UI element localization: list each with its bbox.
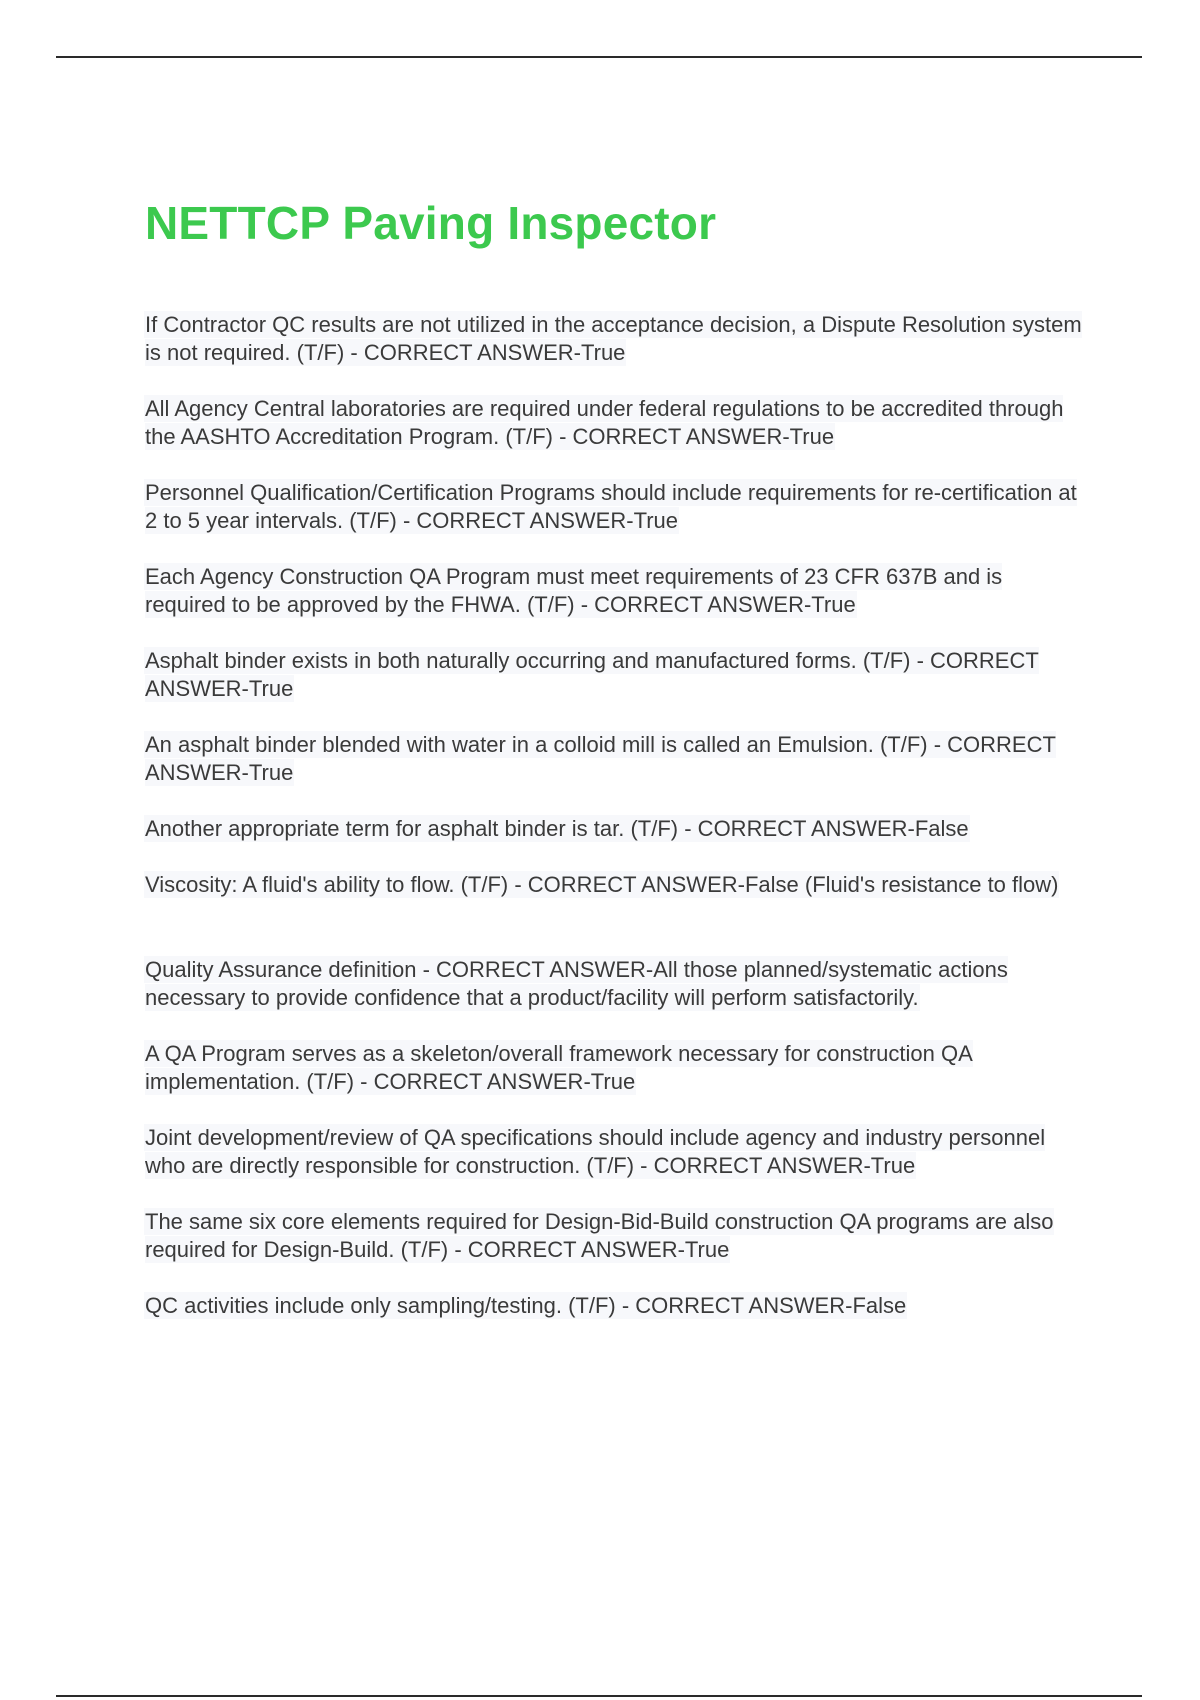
question-text: Viscosity: A fluid's ability to flow. (T/F) - CORRECT ANSWER-False (Fluid's resistance to flow) bbox=[145, 872, 1059, 897]
question-item bbox=[145, 871, 1085, 899]
question-item bbox=[145, 479, 1085, 535]
question-item bbox=[145, 1292, 1085, 1320]
question-text: All Agency Central laboratories are required under federal regulations to be accredited through the AASHTO Accreditation Program. (T/F) - CORRECT ANSWER-True bbox=[145, 396, 1064, 449]
question-text: The same six core elements required for Design-Bid-Build construction QA programs are also required for Design-Build. (T/F) - CORRECT ANSWER-True bbox=[145, 1209, 1054, 1262]
question-text: Personnel Qualification/Certification Programs should include requirements for re-certification at 2 to 5 year intervals. (T/F) - CORRECT ANSWER-True bbox=[145, 480, 1077, 533]
question-item bbox=[145, 1040, 1085, 1096]
question-text: If Contractor QC results are not utilized in the acceptance decision, a Dispute Resolution system is not required. (T/F) - CORRECT ANSWER-True bbox=[145, 312, 1082, 365]
question-text: A QA Program serves as a skeleton/overall framework necessary for construction QA implementation. (T/F) - CORRECT ANSWER-True bbox=[145, 1041, 973, 1094]
question-item bbox=[145, 311, 1085, 367]
question-text: Another appropriate term for asphalt binder is tar. (T/F) - CORRECT ANSWER-False bbox=[145, 816, 969, 841]
question-item bbox=[145, 731, 1085, 787]
question-item bbox=[145, 956, 1085, 1012]
question-text: Quality Assurance definition - CORRECT ANSWER-All those planned/systematic actions necessary to provide confidence that a product/facility will perform satisfactorily. bbox=[145, 957, 1008, 1010]
question-list bbox=[145, 311, 1085, 1320]
question-text: An asphalt binder blended with water in a colloid mill is called an Emulsion. (T/F) - CORRECT ANSWER-True bbox=[145, 732, 1056, 785]
question-item bbox=[145, 395, 1085, 451]
footer-rule bbox=[56, 1695, 1142, 1697]
question-item bbox=[145, 563, 1085, 619]
question-text: Each Agency Construction QA Program must meet requirements of 23 CFR 637B and is required to be approved by the FHWA. (T/F) - CORRECT ANSWER-True bbox=[145, 564, 1003, 617]
question-text: Joint development/review of QA specifications should include agency and industry personnel who are directly responsible for construction. (T/F) - CORRECT ANSWER-True bbox=[145, 1125, 1046, 1178]
header-rule bbox=[56, 56, 1142, 58]
question-item bbox=[145, 1124, 1085, 1180]
question-item bbox=[145, 1208, 1085, 1264]
question-item bbox=[145, 647, 1085, 703]
question-text: QC activities include only sampling/testing. (T/F) - CORRECT ANSWER-False bbox=[145, 1293, 907, 1318]
question-item bbox=[145, 815, 1085, 843]
question-text: Asphalt binder exists in both naturally occurring and manufactured forms. (T/F) - CORRECT ANSWER-True bbox=[145, 648, 1039, 701]
page-title: NETTCP Paving Inspector bbox=[145, 197, 717, 249]
